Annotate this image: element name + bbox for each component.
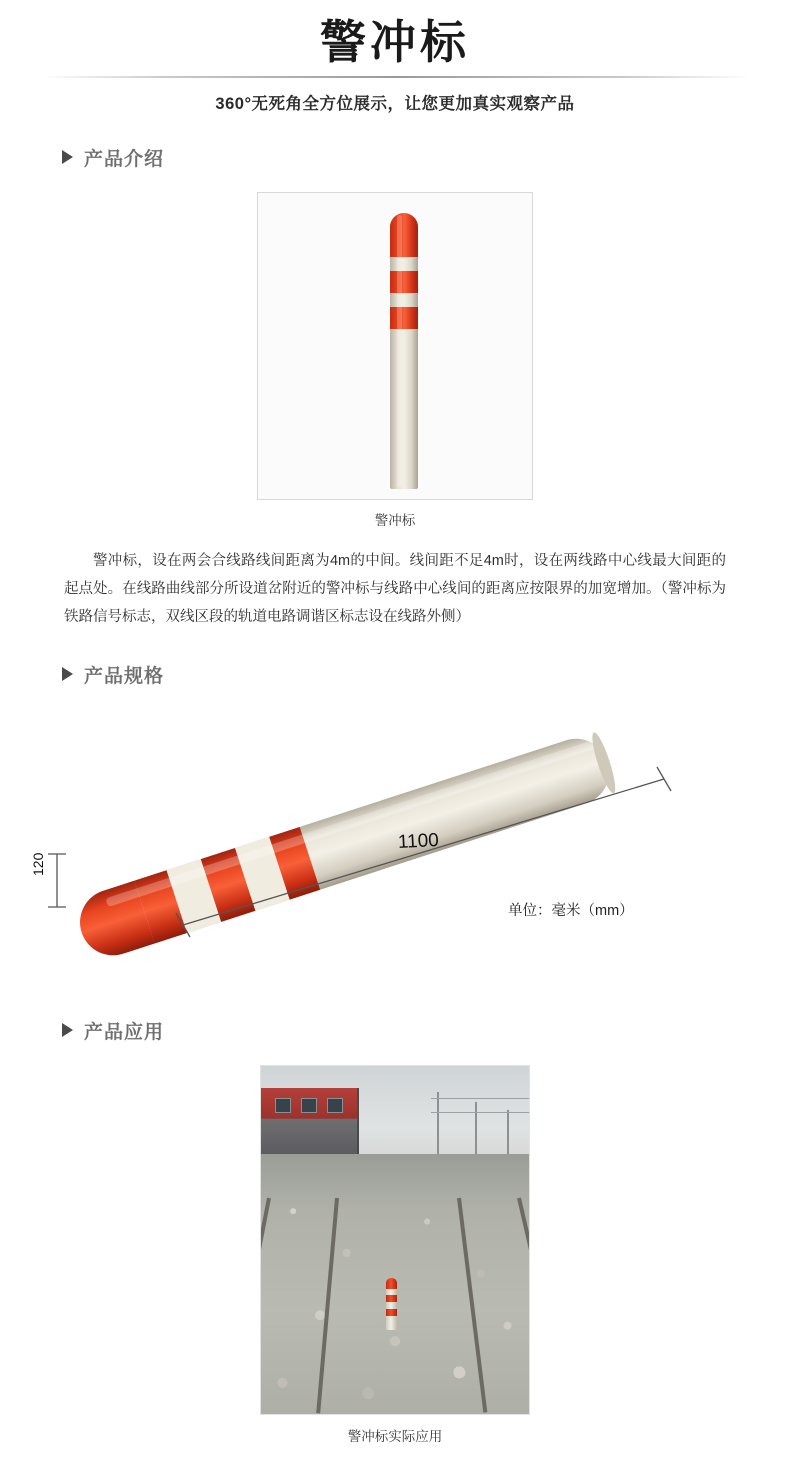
post-red-cap (390, 213, 418, 257)
application-photo (260, 1065, 530, 1415)
length-dimension-label: 1100 (397, 829, 440, 854)
diameter-dimension (48, 854, 66, 907)
marker-post-illustration (390, 213, 418, 489)
product-intro-section (0, 140, 790, 631)
section-heading-spec-label: 产品规格 (84, 665, 165, 687)
product-photo-caption: 警冲标 (374, 513, 416, 528)
application-photo-caption: 警冲标实际应用 (347, 1429, 443, 1444)
catenary-pole-1 (437, 1092, 439, 1158)
product-spec-section (0, 657, 790, 991)
triangle-right-icon (62, 667, 73, 681)
installed-post-band-2 (386, 1309, 397, 1316)
catenary-pole-3 (507, 1110, 509, 1158)
page-subtitle: 360°无死角全方位展示，让您更加真实观察产品 (215, 95, 575, 113)
overhead-wire-2 (431, 1112, 529, 1113)
installed-post-cap (386, 1278, 397, 1289)
catenary-pole-2 (475, 1102, 477, 1158)
triangle-right-icon (62, 1023, 73, 1037)
post-red-band-2 (390, 307, 418, 329)
train-window-1 (275, 1098, 291, 1113)
installed-post-band-1 (386, 1295, 397, 1302)
section-heading-application (62, 1013, 790, 1047)
train-car (261, 1088, 359, 1154)
marker-cylinder (71, 730, 619, 964)
page-title: 警冲标 (320, 16, 470, 68)
diameter-dimension-label: 120 (30, 852, 46, 876)
post-red-band-1 (390, 271, 418, 293)
product-description: 警冲标，设在两会合线路线间距离为4m的中间。线间距不足4m时，设在两线路中心线最大间距的起点处。在线路曲线部分所设道岔附近的警冲标与线路中心线间的距离应按限界的加宽增加。（警冲标为铁路信号标志，双线区段的轨道电路调谐区标志设在线路外侧） (64, 553, 726, 625)
page-header (0, 0, 790, 120)
unit-note: 单位：毫米（mm） (508, 903, 634, 919)
product-photo (257, 192, 533, 500)
spec-diagram (0, 691, 790, 991)
section-heading-intro-label: 产品介绍 (84, 148, 165, 170)
train-window-3 (327, 1098, 343, 1113)
spec-diagram-svg (0, 691, 790, 991)
section-heading-application-label: 产品应用 (84, 1021, 165, 1043)
product-application-section (0, 1013, 790, 1471)
overhead-wire-1 (431, 1098, 529, 1099)
train-window-2 (301, 1098, 317, 1113)
triangle-right-icon (62, 150, 73, 164)
section-heading-spec (62, 657, 790, 691)
post-highlight (397, 215, 402, 487)
installed-marker-post (386, 1278, 397, 1330)
section-heading-intro (62, 140, 790, 174)
header-divider (40, 76, 750, 78)
